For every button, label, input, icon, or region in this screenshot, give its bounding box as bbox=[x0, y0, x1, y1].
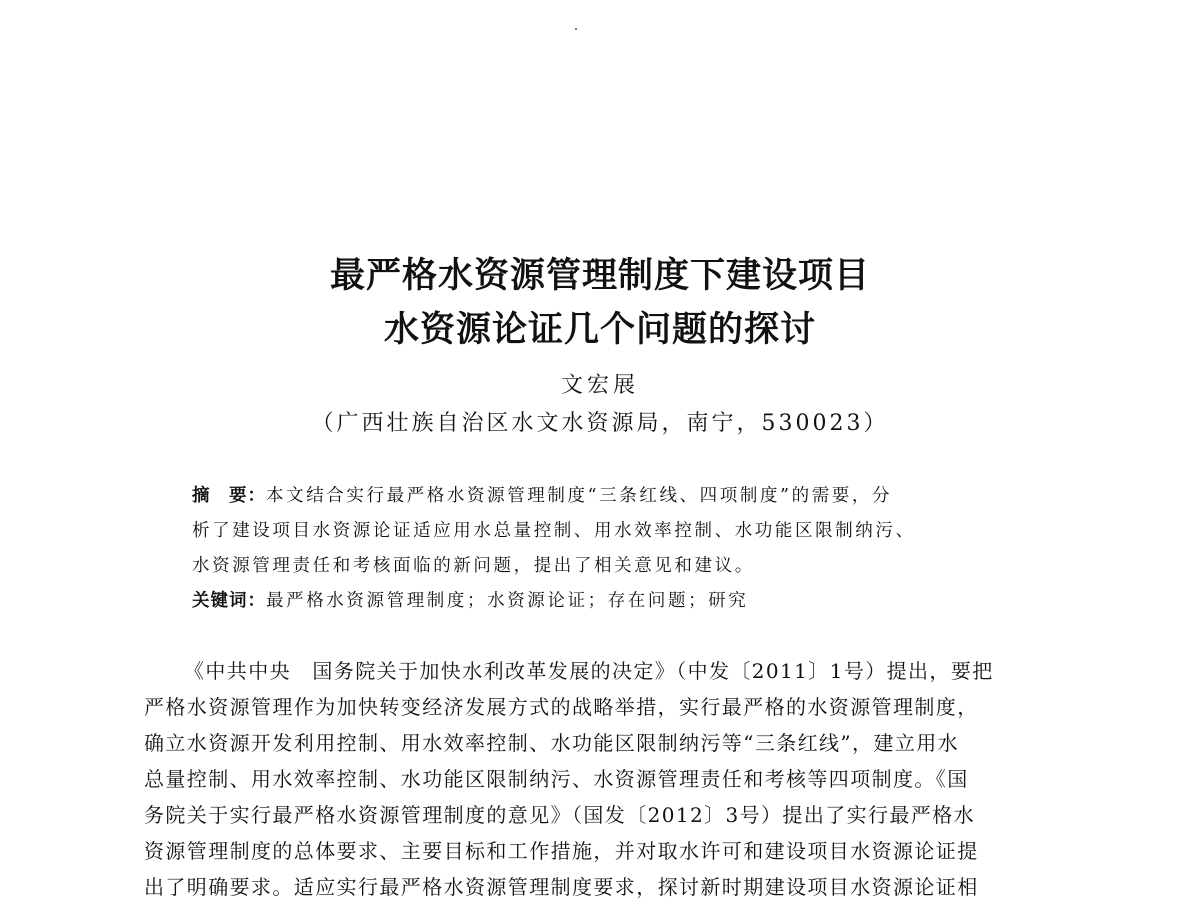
keywords-label: 关键词： bbox=[192, 591, 266, 611]
abstract-line-2: 析了建设项目水资源论证适应用水总量控制、用水效率控制、水功能区限制纳污、 bbox=[192, 521, 916, 541]
keywords-text: 最严格水资源管理制度；水资源论证；存在问题；研究 bbox=[266, 591, 749, 611]
abstract-line-1 bbox=[192, 483, 892, 509]
scan-speck bbox=[575, 28, 577, 30]
body-line-3: 确立水资源开发利用控制、用水效率控制、水功能区限制纳污等“三条红线”，建立用水 bbox=[144, 731, 960, 755]
abstract-line-3: 水资源管理责任和考核面临的新问题，提出了相关意见和建议。 bbox=[192, 556, 755, 576]
author-affiliation: （广西壮族自治区水文水资源局，南宁，530023） bbox=[311, 411, 889, 436]
body-line-6: 资源管理制度的总体要求、主要目标和工作措施，并对取水许可和建设项目水资源论证提 bbox=[144, 839, 979, 863]
author-name: 文宏展 bbox=[560, 373, 639, 398]
body-line-7: 出了明确要求。适应实行最严格水资源管理制度要求，探讨新时期建设项目水资源论证相 bbox=[144, 875, 979, 899]
abstract-label: 摘 要： bbox=[192, 486, 266, 506]
body-line-1: 《中共中央 国务院关于加快水利改革发展的决定》（中发〔2011〕1号）提出，要把 bbox=[184, 659, 994, 683]
title-line-2: 水资源论证几个问题的探讨 bbox=[383, 310, 816, 350]
keywords-line bbox=[192, 588, 748, 614]
body-line-2: 严格水资源管理作为加快转变经济发展方式的战略举措，实行最严格的水资源管理制度， bbox=[144, 695, 979, 719]
body-line-5: 务院关于实行最严格水资源管理制度的意见》（国发〔2012〕3号）提出了实行最严格水 bbox=[144, 803, 976, 827]
body-line-4: 总量控制、用水效率控制、水功能区限制纳污、水资源管理责任和考核等四项制度。《国 bbox=[144, 767, 969, 791]
title-line-1: 最严格水资源管理制度下建设项目 bbox=[329, 256, 870, 296]
abstract-text-1: 本文结合实行最严格水资源管理制度“三条红线、四项制度”的需要，分 bbox=[266, 486, 893, 506]
